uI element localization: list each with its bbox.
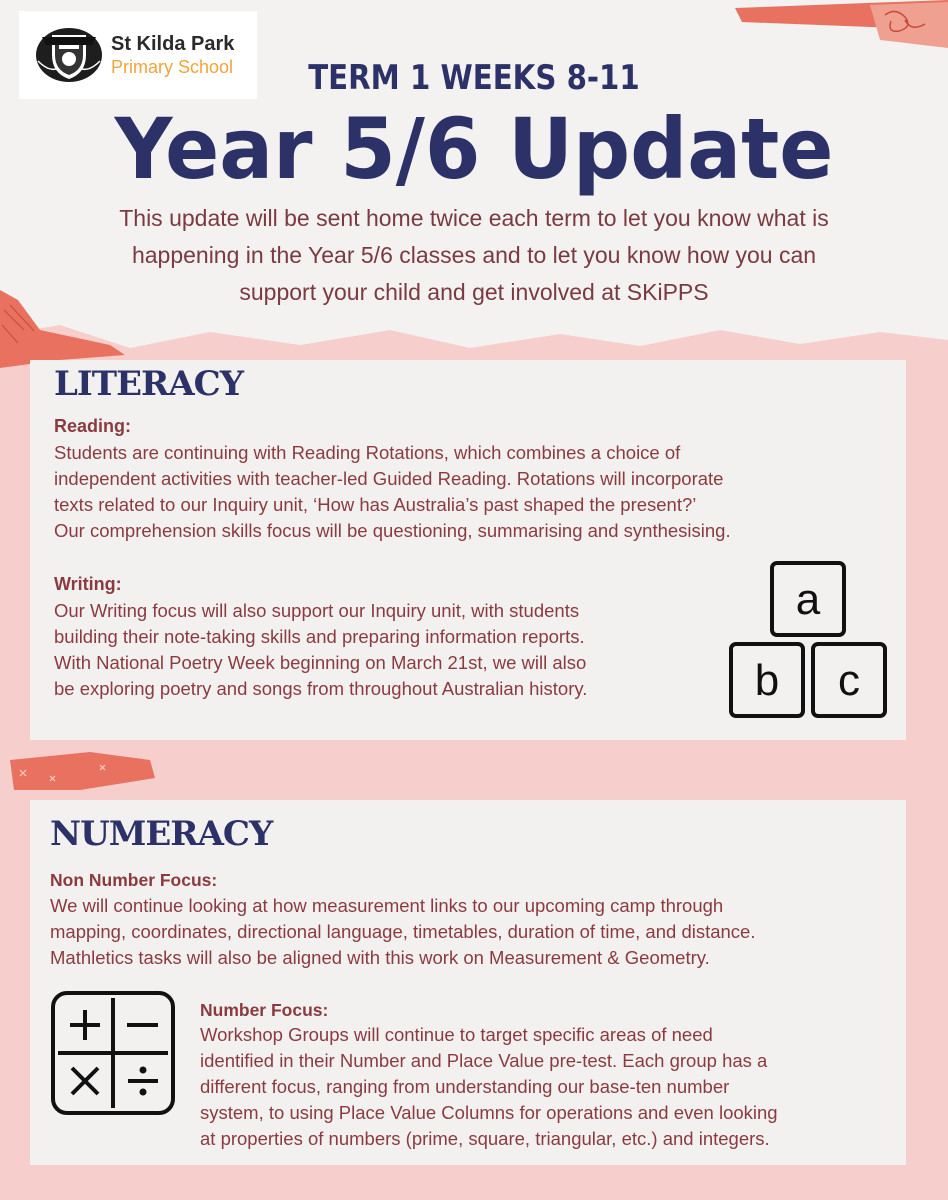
reading-line: Our comprehension skills focus will be questioning, summarising and synthesising. (54, 520, 731, 541)
literacy-section (30, 360, 906, 740)
block-letter-b: b (754, 656, 780, 705)
reading-line: texts related to our Inquiry unit, ‘How has Australia’s past shaped the present?’ (54, 494, 697, 515)
block-letter-a: a (795, 575, 821, 624)
writing-line: With National Poetry Week beginning on March 21st, we will also (54, 652, 587, 673)
numeracy-title: NUMERACY (50, 814, 273, 854)
logo-school-name-line1: St Kilda Park (111, 33, 235, 55)
block-letter-c: c (838, 656, 860, 705)
non-number-line: mapping, coordinates, directional language, timetables, duration of time, and distance. (50, 921, 756, 942)
number-focus-line: at properties of numbers (prime, square, triangular, etc.) and integers. (200, 1128, 770, 1149)
non-number-text (50, 893, 755, 971)
non-number-line: We will continue looking at how measurement links to our upcoming camp through (50, 895, 724, 916)
number-focus-heading: Number Focus: (200, 1000, 329, 1020)
writing-line: Our Writing focus will also support our Inquiry unit, with students (54, 600, 580, 621)
number-focus-line: different focus, ranging from understanding our base-ten number (200, 1076, 730, 1097)
writing-line: be exploring poetry and songs from throughout Australian history. (54, 678, 588, 699)
numeracy-section (30, 800, 906, 1165)
reading-text (54, 440, 731, 544)
number-focus-line: identified in their Number and Place Value pre-test. Each group has a (200, 1050, 768, 1071)
writing-text (54, 598, 587, 702)
literacy-title: LITERACY (54, 364, 243, 404)
page-title: Year 5/6 Update (114, 100, 834, 198)
calculator-icon (50, 990, 176, 1116)
writing-heading: Writing: (54, 574, 122, 594)
logo-school-name-line2: Primary School (111, 57, 234, 77)
non-number-heading: Non Number Focus: (50, 870, 218, 890)
writing-line: building their note-taking skills and preparing information reports. (54, 626, 585, 647)
intro-line: This update will be sent home twice each term to let you know what is (119, 205, 829, 231)
number-focus-line: system, to using Place Value Columns for operations and even looking (200, 1102, 778, 1123)
non-number-line: Mathletics tasks will also be aligned with this work on Measurement & Geometry. (50, 947, 710, 968)
term-heading: TERM 1 WEEKS 8-11 (308, 58, 640, 98)
abc-blocks-icon (728, 560, 890, 720)
reading-heading: Reading: (54, 416, 132, 436)
number-focus-text (200, 1022, 778, 1152)
reading-line: Students are continuing with Reading Rotations, which combines a choice of (54, 442, 681, 463)
number-focus-line: Workshop Groups will continue to target specific areas of need (200, 1024, 713, 1045)
intro-text (20, 200, 928, 311)
reading-line: independent activities with teacher-led Guided Reading. Rotations will incorporate (54, 468, 724, 489)
intro-line: happening in the Year 5/6 classes and to let you know how you can (131, 242, 817, 268)
intro-line: support your child and get involved at SKiPPS (239, 279, 709, 305)
